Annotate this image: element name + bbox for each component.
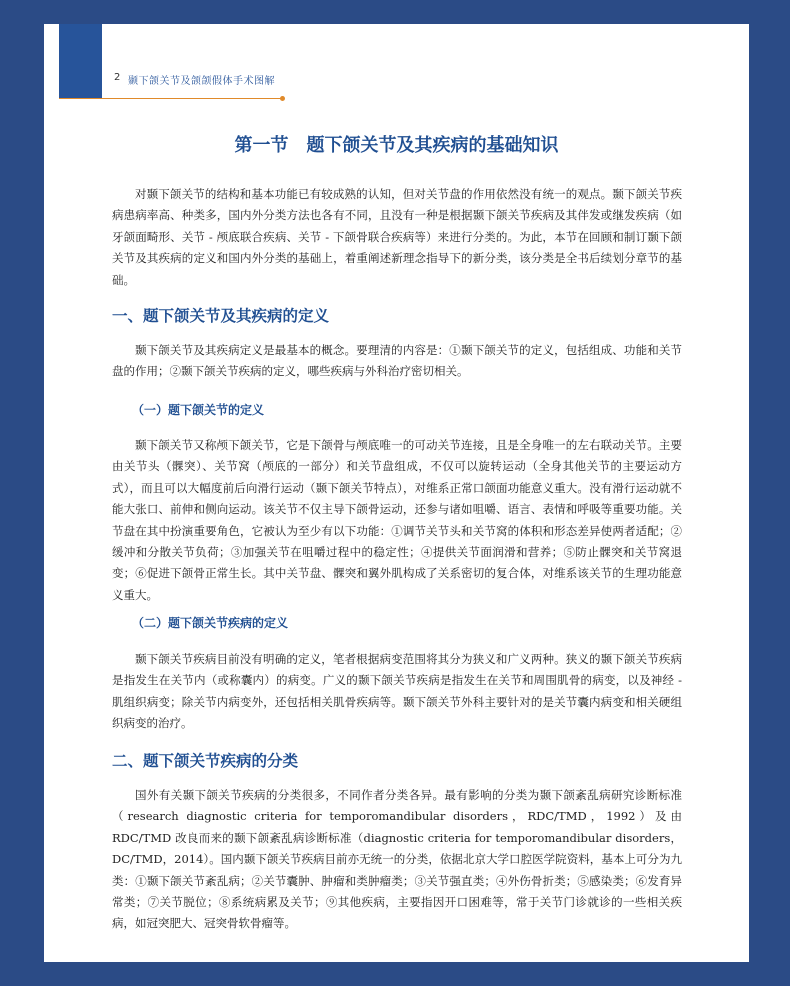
subsection-1-paragraph: 颞下颌关节又称颅下颌关节，它是下颌骨与颅底唯一的可动关节连接，且是全身唯一的左右联动关节。主要由关节头（髁突）、关节窝（颅底的一部分）和关节盘组成，不仅可以旋转运动（全身其他关节的主要运动方式），而且可以大幅度前后向滑行运动（颞下颌关节特点），对维系正常口颌面功能意义重大。没有滑行运动就不能大张口、前伸和侧向运动。该关节不仅主导下颌骨运动，还参与诸如咀嚼、语言、表情和呼吸等重要功能。关节盘在其中扮演重要角色，它被认为至少有以下功能：①调节关节头和关节窝的体积和形态差异使两者适配；②缓冲和分散关节负荷；③加强关节在咀嚼过程中的稳定性；④提供关节面润滑和营养；⑤防止髁突和关节窝退变；⑥促进下颌骨正常生长。其中关节盘、髁突和翼外肌构成了关系密切的复合体，对维系该关节的生理功能意义重大。 — [112, 438, 682, 602]
subsection-2-heading: （二）题下颌关节疾病的定义 — [132, 616, 289, 630]
subsection-2-paragraph: 颞下颌关节疾病目前没有明确的定义，笔者根据病变范围将其分为狭义和广义两种。狭义的颞下颌关节疾病是指发生在关节内（或称囊内）的病变。广义的颞下颌关节疾病是指发生在关节和周围肌骨的病变，以及神经 - 肌组织病变；除关节内病变外，还包括相关肌骨疾病等。颞下颌关节外科主要针对的是关节囊内病变和相关硬组织病变的治疗。 — [112, 652, 682, 731]
page-number: 2 — [114, 72, 121, 83]
header-rule-dot — [280, 96, 285, 101]
header-color-block — [59, 24, 102, 98]
running-title: 颞下颌关节及颌颌假体手术图解 — [128, 76, 275, 87]
subsection-1-heading: （一）题下颌关节的定义 — [132, 403, 265, 417]
section-2-paragraph: 国外有关颞下颌关节疾病的分类很多，不同作者分类各异。最有影响的分类为颞下颌紊乱病研究诊断标准（research diagnostic criteria for temporomandibular disorders，RDC/TMD，1992）及由 RDC/TMD 改良而来的颞下颌紊乱病诊断标准（diagnostic criteria for temporomandibular disorders，DC/TMD，2014）。国内颞下颌关节疾病目前亦无统一的分类，依据北京大学口腔医学院资料，基本上可分为九类：①颞下颌关节紊乱病；②关节囊肿、肿瘤和类肿瘤类；③关节强直类；④外伤骨折类；⑤感染类；⑥发育异常类；⑦关节脱位；⑧系统病累及关节；⑨其他疾病，主要指因开口困难等，常于关节门诊就诊的一些相关疾病，如冠突肥大、冠突骨软骨瘤等。 — [112, 788, 682, 931]
section-1-heading: 一、题下颌关节及其疾病的定义 — [112, 307, 330, 325]
book-page — [44, 24, 749, 962]
intro-paragraph: 对颞下颌关节的结构和基本功能已有较成熟的认知，但对关节盘的作用依然没有统一的观点。颞下颌关节疾病患病率高、种类多，国内外分类方法也各有不同，且没有一种是根据颞下颌关节疾病及其伴发或继发疾病（如牙颌面畸形、关节 - 颅底联合疾病、关节 - 下颌骨联合疾病等）来进行分类的。为此，本节在回顾和制订颞下颌关节及其疾病的定义和国内外分类的基础上，着重阐述新理念指导下的新分类，该分类是全书后续划分章节的基础。 — [112, 187, 682, 287]
section-2-heading: 二、题下颌关节疾病的分类 — [112, 752, 299, 770]
section-1-paragraph: 颞下颌关节及其疾病定义是最基本的概念。要理清的内容是：①颞下颌关节的定义，包括组成、功能和关节盘的作用；②颞下颌关节疾病的定义，哪些疾病与外科治疗密切相关。 — [112, 343, 682, 379]
header-rule — [59, 98, 281, 99]
chapter-title: 第一节 题下颌关节及其疾病的基础知识 — [234, 135, 559, 156]
